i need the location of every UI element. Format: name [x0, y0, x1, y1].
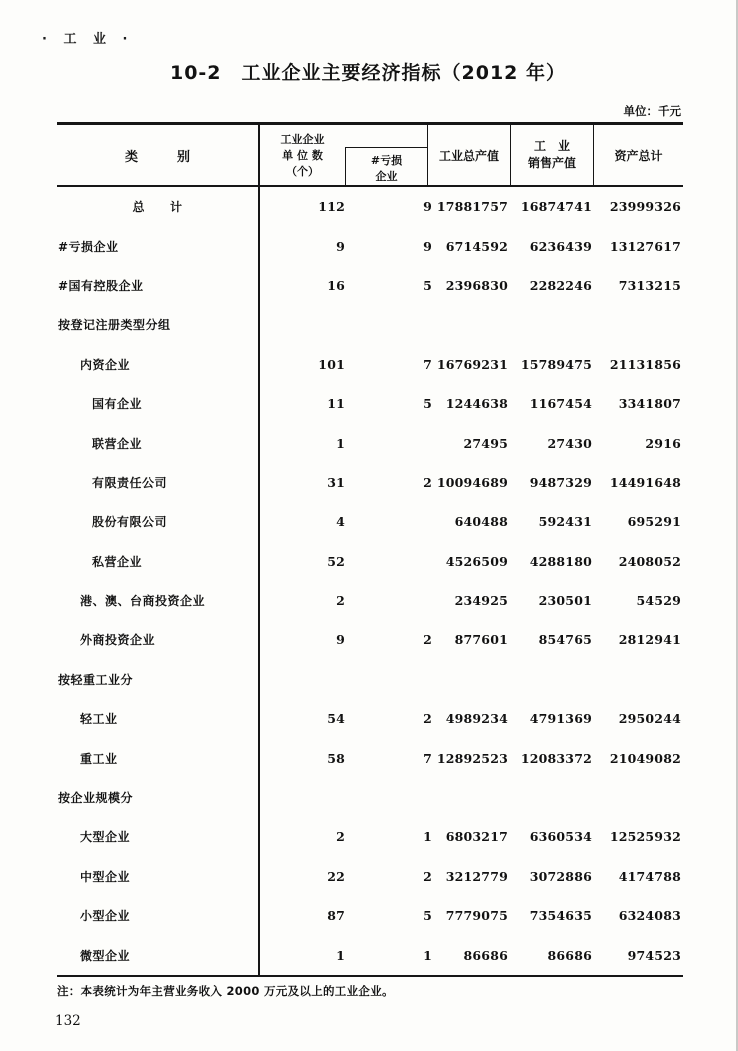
- row-value-total-assets: 974523: [627, 947, 681, 963]
- row-value-sales-output: 1167454: [529, 396, 592, 412]
- row-value-units: 9: [336, 632, 345, 648]
- row-value-loss: 5: [423, 396, 432, 412]
- table-row: [57, 935, 683, 974]
- row-value-loss: [345, 660, 432, 699]
- row-label-cell: [57, 738, 260, 777]
- header-loss-enterprises: [345, 147, 427, 185]
- header-loss-line2: 企业: [375, 170, 398, 183]
- row-label-cell: [57, 817, 260, 856]
- row-label: #国有控股企业: [58, 278, 144, 293]
- row-label-cell: [57, 935, 260, 974]
- table-row: [57, 778, 683, 817]
- table-row: [57, 423, 683, 462]
- row-value-sales-output: 854765: [538, 632, 592, 648]
- row-value-sales-output: 27430: [547, 435, 592, 451]
- row-value-units: 58: [327, 750, 345, 766]
- table-row: [57, 305, 683, 344]
- header-enterprise-units: [260, 125, 345, 185]
- row-value-sales-output: [508, 660, 592, 699]
- table-row: [57, 463, 683, 502]
- row-value-total-assets: 23999326: [609, 199, 681, 215]
- row-label-cell: [57, 857, 260, 896]
- row-label-cell: [57, 581, 260, 620]
- header-total-assets: 资产总计: [593, 125, 683, 185]
- row-value-total-assets: [592, 305, 681, 344]
- table-body: [57, 187, 683, 977]
- row-label-cell: [57, 266, 260, 305]
- row-value-gross-output: 4989234: [445, 711, 508, 727]
- row-label: 内资企业: [80, 357, 131, 372]
- row-value-gross-output: 640488: [454, 514, 508, 530]
- row-value-loss: 5: [423, 277, 432, 293]
- row-value-gross-output: [432, 778, 508, 817]
- row-value-gross-output: 6714592: [445, 238, 508, 254]
- row-value-sales-output: 592431: [538, 514, 592, 530]
- row-value-loss: 2: [423, 711, 432, 727]
- row-value-units: 1: [336, 947, 345, 963]
- row-value-loss: 5: [423, 908, 432, 924]
- row-value-loss: [345, 502, 432, 541]
- row-label: 按轻重工业分: [58, 672, 134, 687]
- table-row: [57, 581, 683, 620]
- row-value-sales-output: 86686: [547, 947, 592, 963]
- row-value-sales-output: 7354635: [529, 908, 592, 924]
- row-value-total-assets: 6324083: [618, 908, 681, 924]
- row-value-units: 4: [336, 514, 345, 530]
- page-title: 10-2 工业企业主要经济指标（2012 年）: [169, 62, 567, 84]
- row-value-loss: 7: [423, 750, 432, 766]
- row-value-units: 22: [327, 868, 345, 884]
- row-value-total-assets: 2950244: [618, 711, 681, 727]
- row-value-loss: [345, 542, 432, 581]
- row-value-total-assets: 2812941: [618, 632, 681, 648]
- row-label-cell: [57, 384, 260, 423]
- row-value-total-assets: 695291: [627, 514, 681, 530]
- row-value-gross-output: 7779075: [445, 908, 508, 924]
- row-label: 轻工业: [80, 712, 118, 727]
- section-corner-label: · 工 业 ·: [42, 32, 134, 47]
- row-value-sales-output: [508, 778, 592, 817]
- row-value-loss: [345, 423, 432, 462]
- row-value-loss: [345, 581, 432, 620]
- table-row: [57, 857, 683, 896]
- row-value-loss: 9: [423, 199, 432, 215]
- row-value-sales-output: 16874741: [520, 199, 592, 215]
- row-value-gross-output: 27495: [463, 435, 508, 451]
- row-value-sales-output: 15789475: [520, 356, 592, 372]
- row-label-cell: [57, 660, 260, 699]
- row-label: 按企业规模分: [58, 791, 134, 806]
- row-value-units: 2: [336, 593, 345, 609]
- row-label: 联营企业: [92, 436, 143, 451]
- row-value-gross-output: 234925: [454, 593, 508, 609]
- table-row: [57, 226, 683, 265]
- row-value-total-assets: 12525932: [609, 829, 681, 845]
- header-gross-output: 工业总产值: [427, 125, 510, 185]
- table-row: [57, 620, 683, 659]
- row-label-cell: [57, 226, 260, 265]
- row-value-total-assets: 21131856: [609, 356, 681, 372]
- row-label-cell: [57, 305, 260, 344]
- table-row: [57, 738, 683, 777]
- header-category: 类 别: [57, 125, 260, 185]
- row-value-loss: [345, 305, 432, 344]
- row-label: 重工业: [80, 751, 118, 766]
- row-value-units: [260, 660, 345, 699]
- row-value-units: 52: [327, 553, 345, 569]
- row-value-loss: [345, 778, 432, 817]
- row-value-total-assets: 54529: [636, 593, 681, 609]
- row-value-gross-output: 17881757: [436, 199, 508, 215]
- row-value-units: 11: [327, 396, 345, 412]
- row-value-units: 16: [327, 277, 345, 293]
- row-value-units: [260, 305, 345, 344]
- row-value-gross-output: 4526509: [445, 553, 508, 569]
- row-value-total-assets: 13127617: [609, 238, 681, 254]
- row-value-total-assets: 4174788: [618, 868, 681, 884]
- row-value-sales-output: 12083372: [520, 750, 592, 766]
- table-footnote: 注：本表统计为年主营业务收入 2000 万元及以上的工业企业。: [57, 984, 394, 998]
- row-value-loss: 1: [423, 829, 432, 845]
- table-header: [57, 122, 683, 187]
- row-value-total-assets: 2408052: [618, 553, 681, 569]
- row-label-cell: [57, 620, 260, 659]
- row-value-sales-output: 2282246: [529, 277, 592, 293]
- row-value-gross-output: 12892523: [436, 750, 508, 766]
- row-label-cell: [57, 187, 260, 226]
- header-units-line3: （个）: [286, 165, 319, 178]
- row-label: 国有企业: [92, 397, 143, 412]
- row-value-sales-output: [508, 305, 592, 344]
- header-sales-line2: 销售产值: [527, 156, 576, 170]
- row-value-total-assets: [592, 660, 681, 699]
- row-value-gross-output: 877601: [454, 632, 508, 648]
- row-value-loss: 9: [423, 238, 432, 254]
- row-label: 按登记注册类型分组: [58, 318, 171, 333]
- row-value-loss: 7: [423, 356, 432, 372]
- table-row: [57, 187, 683, 226]
- row-label: 外商投资企业: [80, 633, 156, 648]
- table-row: [57, 817, 683, 856]
- table-row: [57, 345, 683, 384]
- row-value-gross-output: 2396830: [445, 277, 508, 293]
- table-row: [57, 266, 683, 305]
- row-label: 大型企业: [80, 830, 131, 845]
- header-loss-line1: #亏损: [370, 154, 403, 167]
- row-value-gross-output: [432, 660, 508, 699]
- row-value-total-assets: 3341807: [618, 396, 681, 412]
- row-value-loss: 2: [423, 474, 432, 490]
- row-value-sales-output: 6236439: [529, 238, 592, 254]
- row-label: 小型企业: [80, 909, 131, 924]
- row-value-units: 54: [327, 711, 345, 727]
- row-value-units: 31: [327, 474, 345, 490]
- row-value-gross-output: 86686: [463, 947, 508, 963]
- row-value-gross-output: 3212779: [445, 868, 508, 884]
- table-row: [57, 660, 683, 699]
- row-value-units: 87: [327, 908, 345, 924]
- row-value-total-assets: 2916: [645, 435, 681, 451]
- table-row: [57, 699, 683, 738]
- header-units-line1: 工业企业: [280, 133, 325, 146]
- row-value-loss: 2: [423, 868, 432, 884]
- row-value-units: 1: [336, 435, 345, 451]
- row-label-cell: [57, 345, 260, 384]
- row-value-units: 101: [318, 356, 345, 372]
- row-value-loss: 2: [423, 632, 432, 648]
- row-value-gross-output: [432, 305, 508, 344]
- row-label-cell: [57, 423, 260, 462]
- row-value-gross-output: 1244638: [445, 396, 508, 412]
- row-value-total-assets: [592, 778, 681, 817]
- row-value-total-assets: 14491648: [609, 474, 681, 490]
- header-sales-line1: 工 业: [533, 139, 570, 153]
- row-label: 私营企业: [92, 554, 143, 569]
- row-label: 总 计: [132, 200, 183, 215]
- row-value-sales-output: 9487329: [529, 474, 592, 490]
- table-row: [57, 896, 683, 935]
- row-label-cell: [57, 463, 260, 502]
- row-value-sales-output: 230501: [538, 593, 592, 609]
- row-value-sales-output: 6360534: [529, 829, 592, 845]
- row-label: 有限责任公司: [92, 475, 168, 490]
- row-label: 港、澳、台商投资企业: [80, 594, 206, 609]
- row-value-total-assets: 21049082: [609, 750, 681, 766]
- page-number: 132: [55, 1013, 81, 1029]
- row-value-total-assets: 7313215: [618, 277, 681, 293]
- row-value-units: 2: [336, 829, 345, 845]
- row-label-cell: [57, 699, 260, 738]
- row-value-units: 9: [336, 238, 345, 254]
- row-label-cell: [57, 778, 260, 817]
- indicator-table: [57, 122, 683, 977]
- row-label-cell: [57, 896, 260, 935]
- row-value-sales-output: 4791369: [529, 711, 592, 727]
- row-value-gross-output: 16769231: [436, 356, 508, 372]
- row-value-sales-output: 4288180: [529, 553, 592, 569]
- row-value-units: [260, 778, 345, 817]
- table-row: [57, 384, 683, 423]
- row-label: 股份有限公司: [92, 515, 168, 530]
- header-sales-output: [510, 125, 593, 185]
- table-row: [57, 502, 683, 541]
- row-value-units: 112: [318, 199, 345, 215]
- row-label-cell: [57, 542, 260, 581]
- row-value-sales-output: 3072886: [529, 868, 592, 884]
- row-label: #亏损企业: [58, 239, 119, 254]
- row-value-gross-output: 10094689: [436, 474, 508, 490]
- row-label: 微型企业: [80, 948, 131, 963]
- row-value-gross-output: 6803217: [445, 829, 508, 845]
- table-row: [57, 542, 683, 581]
- row-value-loss: 1: [423, 947, 432, 963]
- row-label: 中型企业: [80, 869, 131, 884]
- header-units-line2: 单 位 数: [282, 149, 323, 162]
- row-label-cell: [57, 502, 260, 541]
- unit-note: 单位：千元: [623, 104, 681, 118]
